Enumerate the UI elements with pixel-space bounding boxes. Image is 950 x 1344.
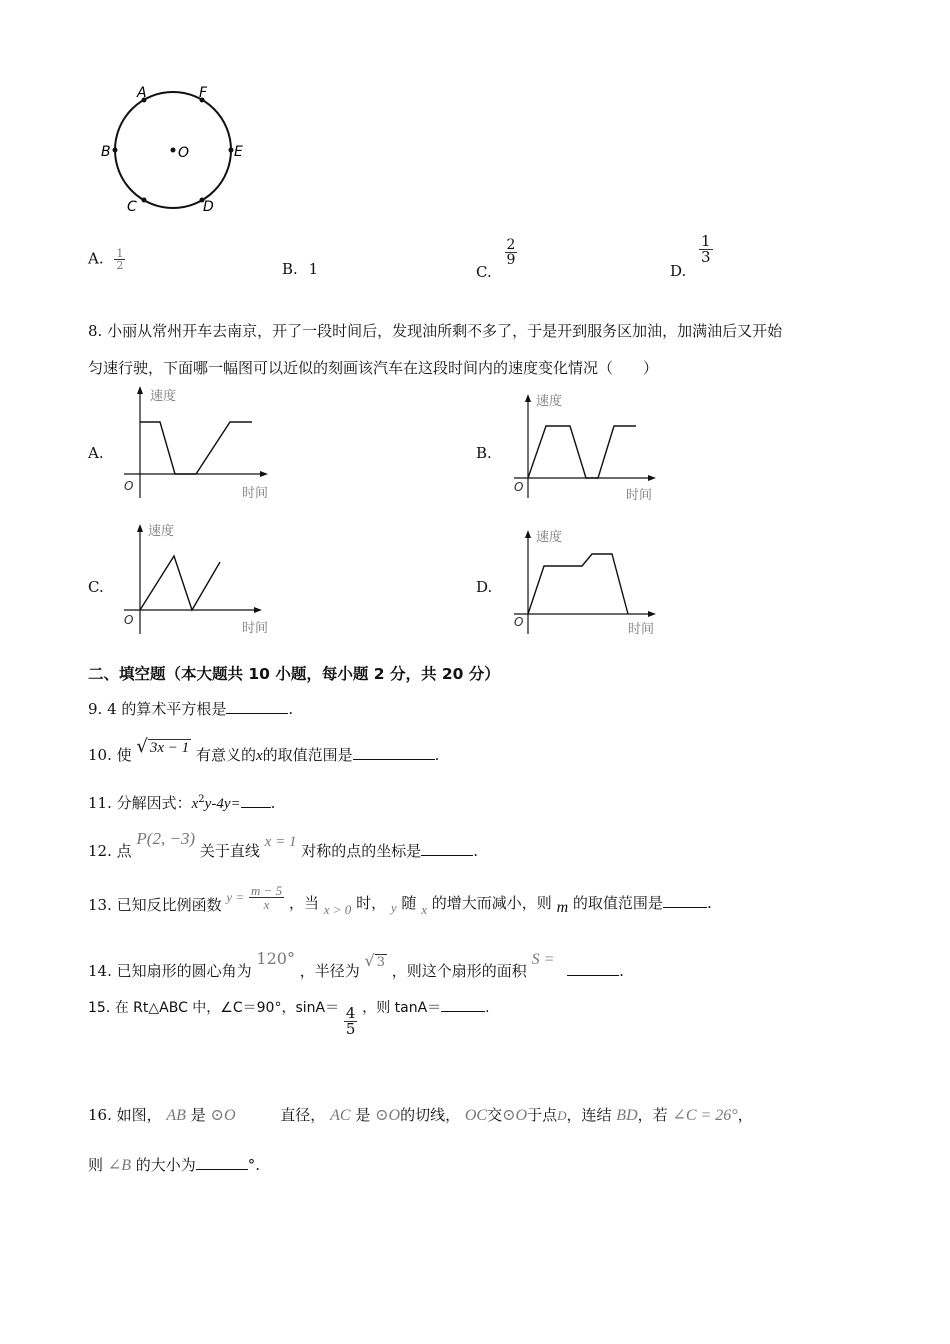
q10-mid: 有意义的	[195, 746, 256, 764]
graph-a-ylabel: 速度	[150, 389, 177, 404]
option-a	[88, 248, 125, 271]
q13-t1: 时，	[356, 893, 387, 912]
option-d-label: D.	[670, 261, 687, 280]
label-o: O	[178, 145, 190, 161]
q15-den: 5	[345, 1020, 356, 1038]
q12-blank	[421, 841, 473, 856]
q9	[88, 698, 293, 719]
graph-c	[118, 518, 288, 638]
q12	[88, 829, 479, 860]
q15	[88, 999, 490, 1038]
option-a-num: 1	[116, 247, 124, 260]
graph-a	[118, 384, 288, 504]
option-c	[476, 237, 517, 281]
q16-t2: 直径，	[280, 1106, 326, 1124]
option-c-label: C.	[476, 262, 492, 281]
point-e	[229, 148, 234, 153]
q13-cond: x > 0	[323, 901, 352, 917]
section-heading: 二、填空题（本大题共 10 小题，每小题 2 分，共 20 分）	[88, 665, 500, 683]
circle-figure	[95, 80, 265, 220]
option-b-label: B.	[282, 260, 298, 278]
option-a-label: A.	[88, 249, 104, 268]
q11-pre: 11. 分解因式：	[88, 794, 192, 812]
graph-b-ylabel: 速度	[536, 394, 563, 409]
q16-ab: AB	[166, 1107, 186, 1124]
option-d-num: 1	[701, 232, 711, 250]
graph-c-xlabel: 时间	[242, 621, 269, 636]
q13-den: x	[249, 897, 284, 911]
option-d	[670, 232, 713, 280]
option-d-den: 3	[701, 248, 711, 266]
q11-blank	[241, 793, 271, 808]
q10-var: x	[255, 748, 263, 764]
label-b: B	[101, 144, 111, 160]
q11	[88, 792, 275, 813]
point-c	[142, 198, 147, 203]
graph-d-label: D.	[476, 578, 493, 596]
q13-pre: 13. 已知反比例函数	[88, 895, 222, 914]
option-c-den: 9	[506, 252, 516, 268]
graph-a-xlabel: 时间	[242, 486, 269, 501]
q16-angle-b: ∠B	[107, 1157, 131, 1174]
q16-t7: ，连结	[566, 1106, 612, 1124]
q13-m: m	[556, 898, 569, 916]
graph-d-origin: O	[514, 615, 524, 629]
q15-pre: 15. 在 Rt△ABC 中，∠C＝90°，sinA＝	[88, 999, 340, 1016]
q16-circ2: ⊙O	[375, 1107, 401, 1124]
q13-num: m − 5	[250, 883, 283, 898]
q16-line2-pre: 则	[88, 1156, 104, 1174]
q16-line2-post: 的大小为	[135, 1156, 196, 1174]
q13-comma: ，当	[288, 893, 319, 912]
q10	[88, 734, 440, 764]
graph-d-ylabel: 速度	[536, 530, 563, 545]
q14-radius: 3	[376, 954, 386, 970]
q12-post: 对称的点的坐标是	[301, 842, 422, 860]
q16-line2	[88, 1154, 260, 1175]
label-a: A	[137, 85, 147, 101]
label-c: C	[127, 199, 137, 215]
q16-line1	[88, 1104, 753, 1125]
q14-sqrt: √ 3	[364, 950, 386, 970]
q16-d: D	[557, 1108, 567, 1123]
q13	[88, 883, 712, 917]
q10-blank	[353, 745, 435, 760]
q14-pre: 14. 已知扇形的圆心角为	[88, 962, 252, 980]
q14-end: .	[619, 962, 624, 980]
q16-oc: OC	[464, 1107, 488, 1124]
graph-c-ylabel: 速度	[148, 524, 175, 539]
q14-blank	[567, 961, 619, 976]
q16-t4: 的切线，	[400, 1106, 461, 1124]
q16-t5: 交	[487, 1106, 503, 1124]
q15-post: ，则 tanA＝	[362, 999, 442, 1016]
q10-sqrt: √ 3x − 1	[136, 735, 190, 757]
q11-sup: 2	[198, 794, 205, 805]
q12-point: P(2, −3)	[136, 829, 196, 848]
q14-t2: ，则这个扇形的面积	[391, 962, 527, 980]
q12-mid: 关于直线	[199, 842, 260, 860]
q9-end: .	[288, 700, 294, 718]
q16-circ1: ⊙O	[210, 1107, 236, 1124]
q16-angle: ∠C = 26°	[672, 1107, 738, 1124]
q16-circ3: ⊙O	[502, 1107, 528, 1124]
q16-t1: 是	[190, 1106, 206, 1124]
point-b	[113, 148, 118, 153]
q11-end: .	[270, 794, 276, 812]
graph-c-origin: O	[124, 613, 134, 627]
graph-b	[506, 390, 676, 505]
q16-t8: ，若	[637, 1106, 668, 1124]
q10-radicand: 3x − 1	[149, 739, 190, 756]
q12-pre: 12. 点	[88, 842, 132, 860]
q12-end: .	[473, 842, 479, 860]
graph-a-label: A.	[88, 444, 104, 462]
q15-num: 4	[345, 1004, 356, 1022]
q16-blank	[196, 1155, 248, 1170]
graph-b-xlabel: 时间	[626, 488, 653, 503]
q12-line: x = 1	[264, 834, 297, 850]
q13-blank	[663, 893, 707, 908]
q13-x: x	[421, 901, 427, 917]
q14-t1: ，半径为	[299, 962, 360, 980]
q8-line2: 匀速行驶，下面哪一幅图可以近似的刻画该汽车在这段时间内的速度变化情况（ ）	[88, 359, 659, 377]
q13-y-eq: y =	[226, 889, 245, 905]
q16-end: °.	[247, 1156, 261, 1174]
label-f: F	[199, 85, 208, 101]
q13-end: .	[706, 893, 712, 912]
q16-ac: AC	[330, 1107, 351, 1124]
option-a-den: 2	[116, 259, 124, 272]
q15-end: .	[485, 999, 490, 1016]
q16-pre: 16. 如图，	[88, 1106, 162, 1124]
q10-pre: 10. 使	[88, 746, 132, 764]
q10-end: .	[434, 746, 440, 764]
q11-expr: y-4y=	[204, 796, 241, 812]
option-c-num: 2	[506, 237, 516, 253]
q9-text: 9. 4 的算术平方根是	[88, 700, 227, 718]
option-b-value: 1	[308, 260, 319, 278]
q9-blank	[226, 699, 288, 714]
label-e: E	[234, 144, 243, 160]
q13-t3: 的增大而减小，则	[431, 893, 552, 912]
q8-line1: 8. 小丽从常州开车去南京，开了一段时间后，发现油所剩不多了，于是开到服务区加油，加满油后又开始	[88, 322, 783, 340]
q10-post: 的取值范围是	[262, 746, 353, 764]
q11-x: x	[191, 796, 199, 812]
graph-b-origin: O	[514, 480, 524, 494]
q14	[88, 948, 624, 980]
q16-t6: 于点	[527, 1106, 558, 1124]
graph-b-label: B.	[476, 444, 492, 462]
point-o	[171, 148, 176, 153]
q13-y: y	[390, 899, 397, 915]
q16-t3: 是	[355, 1106, 371, 1124]
graph-c-label: C.	[88, 578, 104, 596]
q16-t9: ，	[737, 1106, 753, 1124]
q14-s: S =	[531, 951, 555, 968]
q15-blank	[441, 997, 485, 1012]
q13-t4: 的取值范围是	[572, 893, 663, 912]
q14-angle: 120°	[256, 949, 295, 968]
graph-d-xlabel: 时间	[628, 622, 655, 637]
graph-a-origin: O	[124, 479, 134, 493]
graph-d	[506, 526, 676, 638]
option-b	[282, 260, 318, 278]
label-d: D	[203, 199, 214, 215]
q13-t2: 随	[401, 893, 417, 912]
q16-bd: BD	[616, 1107, 638, 1124]
